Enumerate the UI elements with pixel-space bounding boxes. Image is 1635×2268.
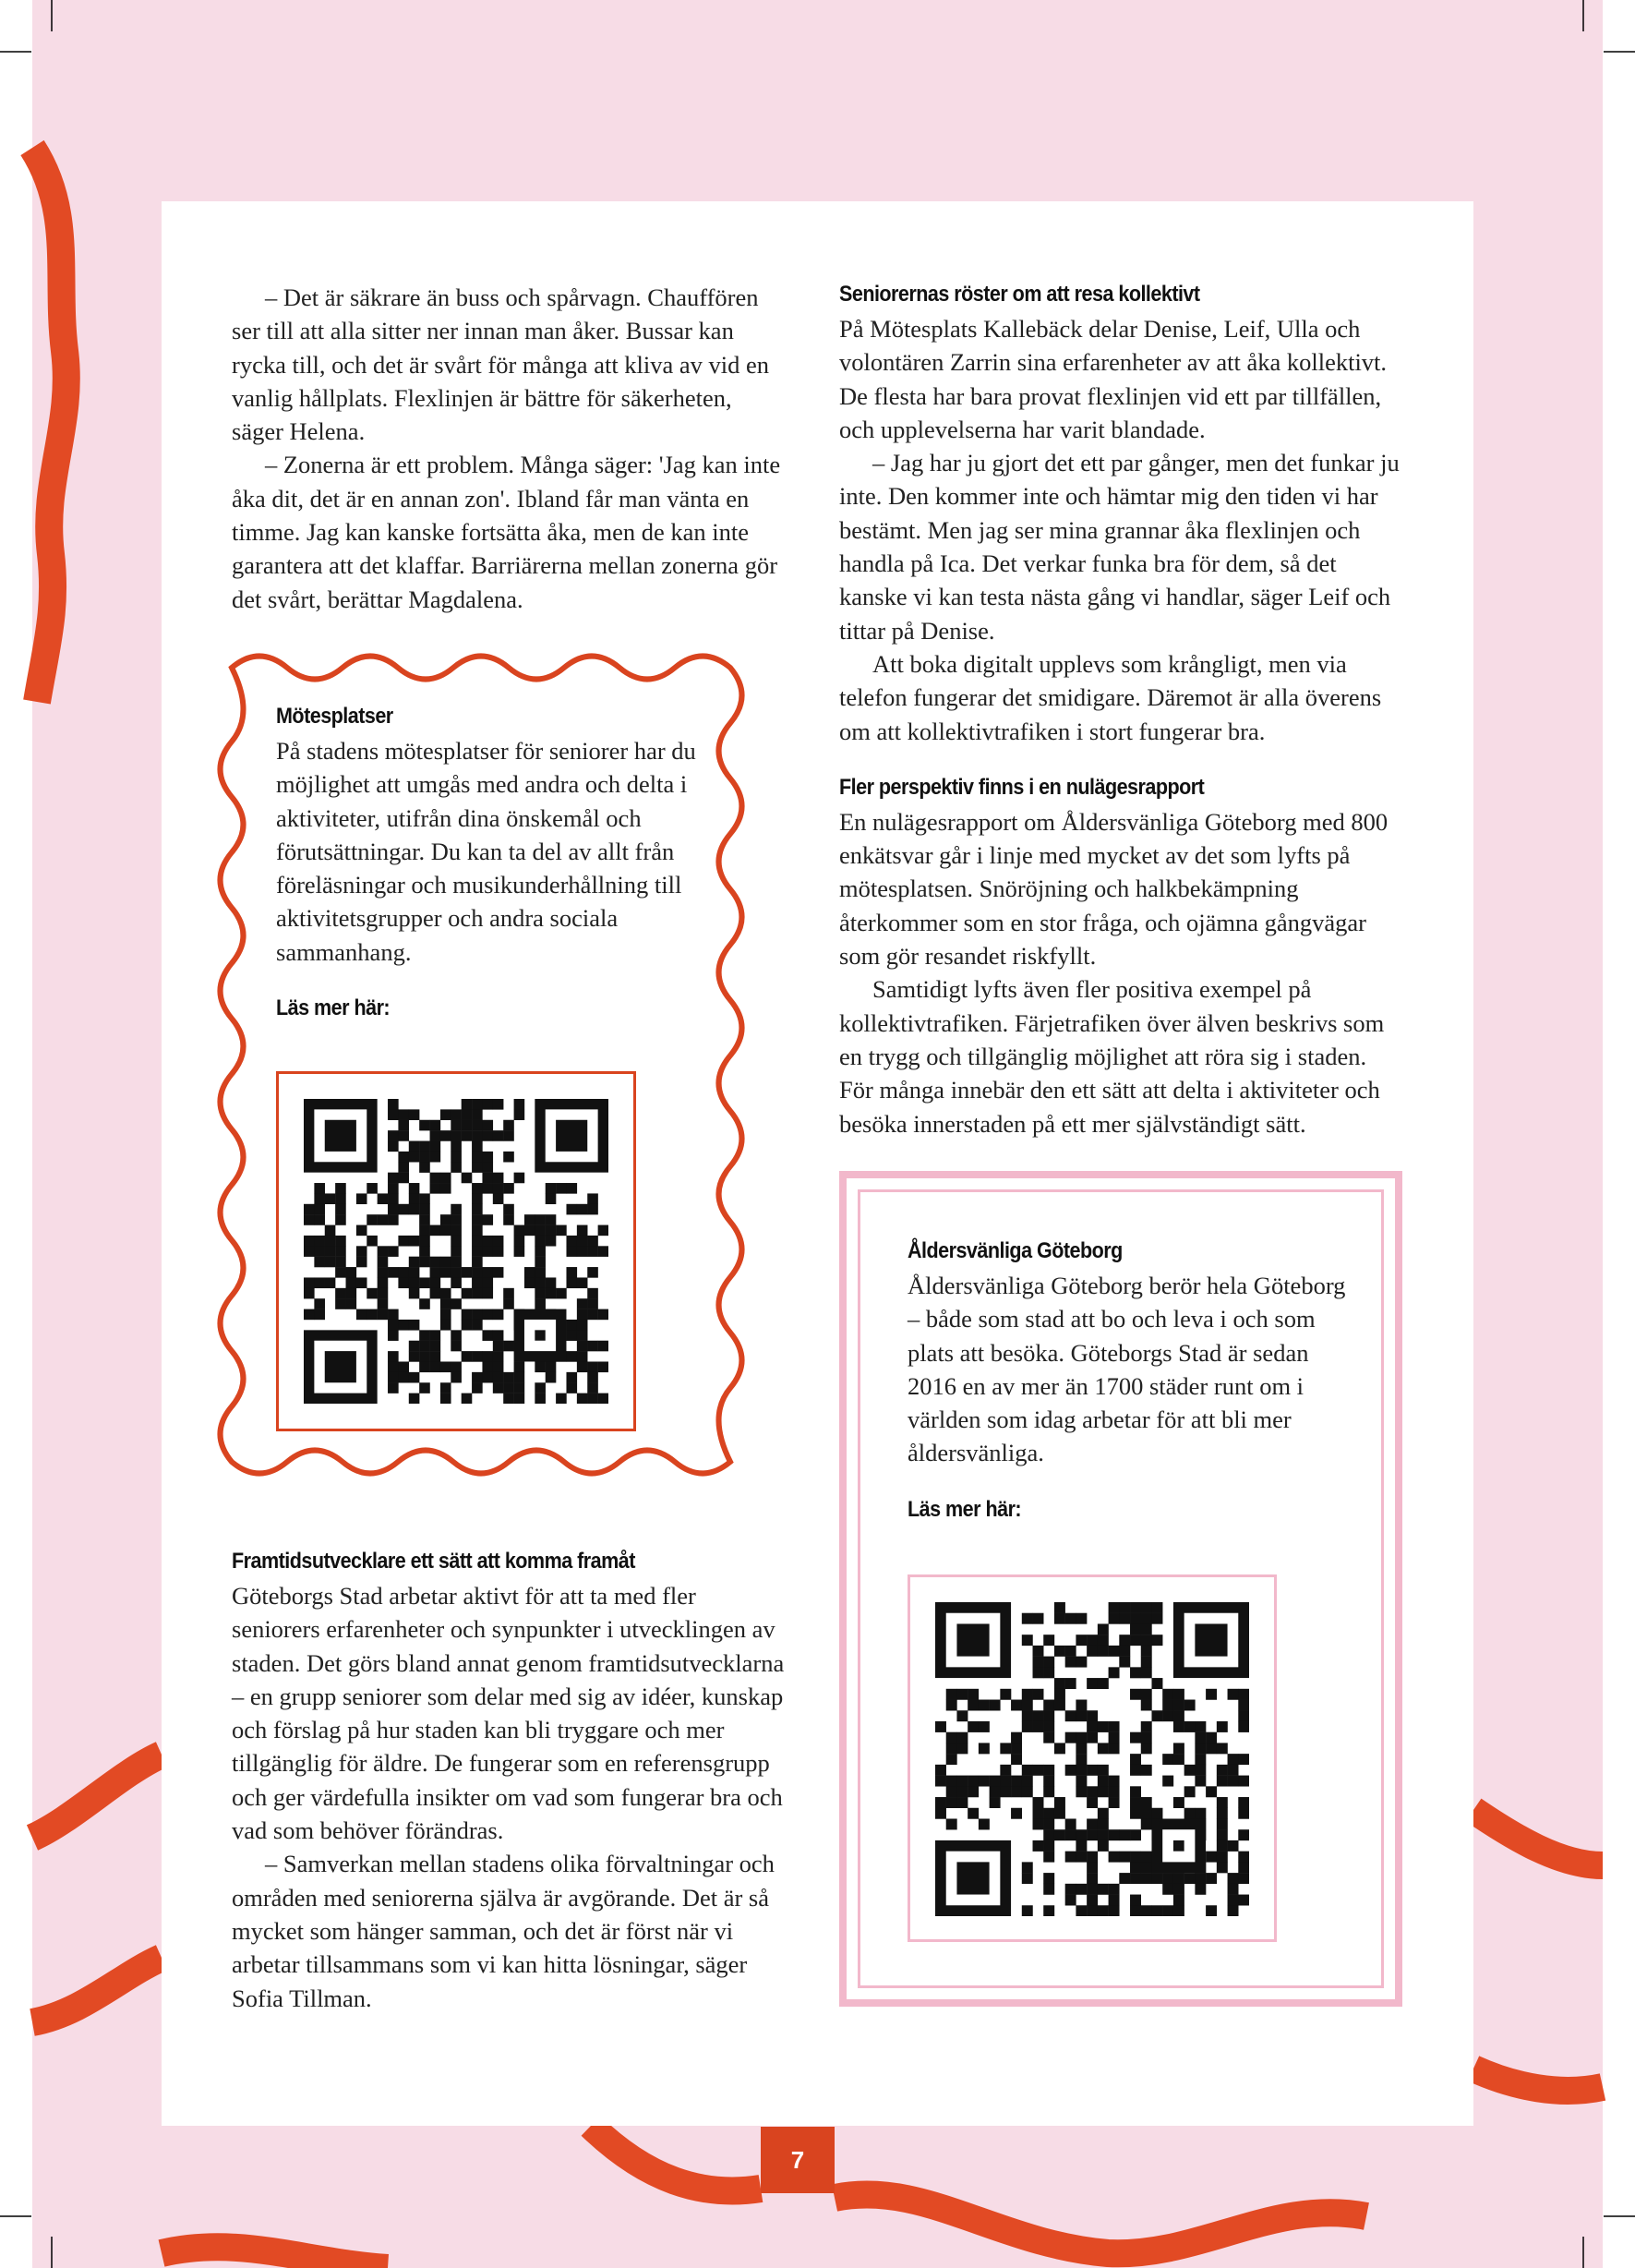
read-more-label: Läs mer här:: [276, 995, 391, 1021]
qr-frame: [276, 1071, 636, 1431]
framtid-section: [232, 1546, 786, 2015]
paragraph: På Mötesplats Kallebäck delar Denise, Leif, Ulla och volontären Zarrin sina erfarenheter av att åka kollektivt. De flesta har bara provat flexlinjen vid ett par tillfällen, och upplevelserna har varit blandade.: [839, 315, 1388, 443]
page-content: [162, 201, 1473, 2126]
paragraph: – Samverkan mellan stadens olika förvaltningar och områden med seniorerna själva är avgörande. Det är så mycket som hänger samman, och det är först när vi arbetar tillsammans som vi kan hitta lösningar, säger Sofia Tillman.: [232, 1850, 775, 2012]
section-heading: Framtidsutvecklare ett sätt att komma framåt: [232, 1549, 635, 1574]
qr-frame: [908, 1574, 1277, 1942]
box-heading: Åldersvänliga Göteborg: [908, 1238, 1123, 1263]
right-column: [839, 279, 1404, 1140]
paragraph: Att boka digitalt upplevs som krångligt, men via telefon fungerar det smidigare. Däremot är alla överens om att kollektivtrafiken i stort fungerar bra.: [839, 649, 1382, 745]
section-heading: Seniorernas röster om att resa kollektivt: [839, 282, 1200, 307]
left-intro-text: [232, 281, 786, 616]
read-more-label: Läs mer här:: [908, 1496, 1022, 1522]
section-heading: Fler perspektiv finns i en nulägesrapport: [839, 774, 1205, 800]
aldersvanliga-box: [908, 1236, 1351, 1527]
paragraph: – Zonerna är ett problem. Många säger: 'Jag kan inte åka dit, det är en annan zon'. Ibland får man vänta en timme. Jag kan kanske fortsätta åka, men de kan inte garantera att det klaffar. Barriärerna mellan zonerna gör det svårt, berättar Magdalena.: [232, 451, 781, 613]
qr-code-icon[interactable]: [304, 1099, 608, 1404]
qr-code-icon[interactable]: [935, 1602, 1249, 1916]
box-body: På stadens mötesplatser för seniorer har du möjlighet att umgås med andra och delta i aktiviteter, utifrån dina önskemål och förutsättningar. Du kan ta del av allt från föreläsningar och musikunderhållning till aktivitetsgrupper och andra sociala sammanhang.: [276, 737, 696, 966]
paragraph: Göteborgs Stad arbetar aktivt för att ta med fler seniorers erfarenheter och synpunkter i utvecklingen av staden. Det görs bland annat genom framtidsutvecklarna – en grupp seniorer som delar med sig av idéer, kunskap och förslag på hur staden kan bli tryggare och mer tillgänglig för äldre. De fungerar som en referensgrupp och ger värdefulla insikter om vad som fungerar bra och vad som behöver förändras.: [232, 1582, 785, 1845]
box-body: Åldersvänliga Göteborg berör hela Göteborg – både som stad att bo och leva i och som plats att besöka. Göteborgs Stad är sedan 2016 en av mer än 1700 städer runt om i världen som idag arbetar för att bli mer åldersvänliga.: [908, 1272, 1346, 1467]
paragraph: – Det är säkrare än buss och spårvagn. Chauffören ser till att alla sitter ner innan man åker. Bussar kan rycka till, och det är svårt för många att kliva av vid en vanlig hållplats. Flexlinjen är bättre för säkerheten, säger Helena.: [232, 284, 770, 446]
motesplatser-box: [276, 701, 701, 1026]
box-heading: Mötesplatser: [276, 704, 393, 729]
paragraph: Samtidigt lyfts även fler positiva exempel på kollektivtrafiken. Färjetrafiken över älven beskrivs som en trygg och tillgänglig möjlighet att röra sig i staden. För många innebär den ett sätt att delta i aktiviteter och besöka innerstaden på ett mer självständigt sätt.: [839, 975, 1385, 1138]
paragraph: En nulägesrapport om Åldersvänliga Göteborg med 800 enkätsvar går i linje med mycket av det som lyfts på mötesplatsen. Snöröjning och halkbekämpning återkommer som en stor fråga, och ojämna gångvägar som gör resandet riskfyllt.: [839, 807, 1389, 971]
page-number: 7: [761, 2127, 835, 2193]
paragraph: – Jag har ju gjort det ett par gånger, men det funkar ju inte. Den kommer inte och hämtar mig den tiden vi har bestämt. Men jag ser mina grannar åka flexlinjen och handla på Ica. Det verkar funka bra för dem, så det kanske vi kan testa nästa gång vi handlar, säger Leif och tittar på Denise.: [839, 449, 1400, 645]
